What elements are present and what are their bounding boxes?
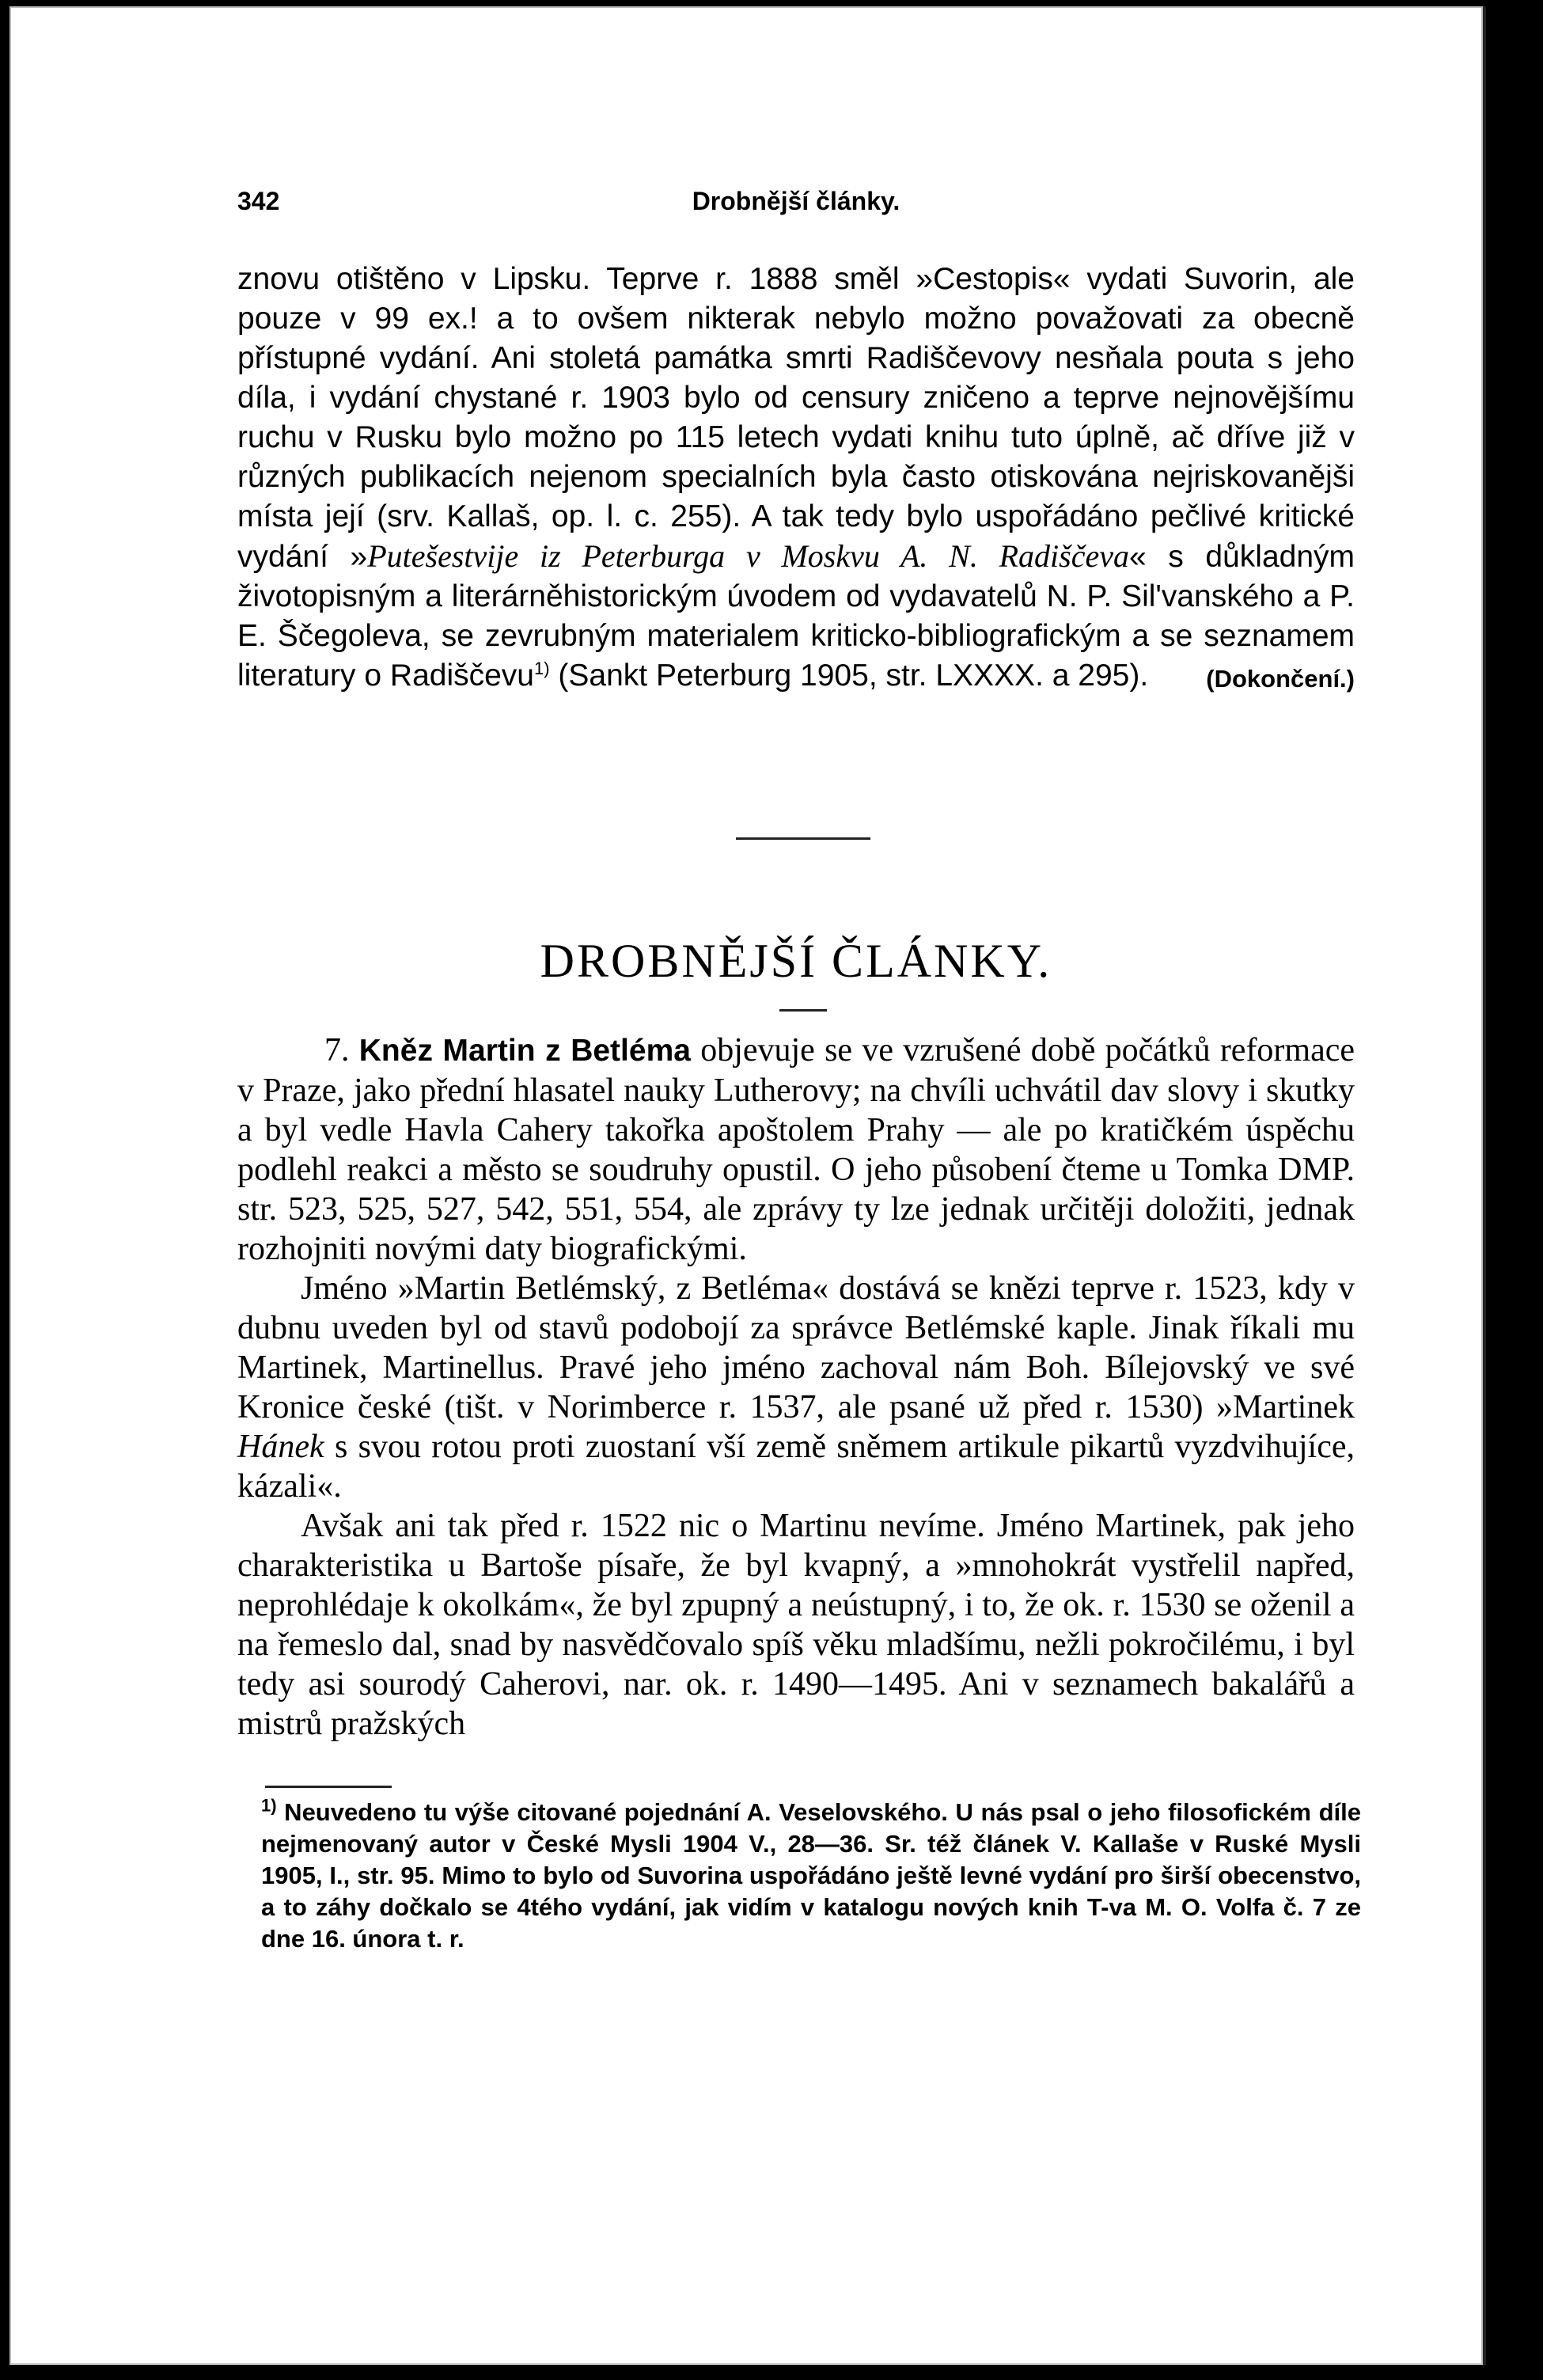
paragraph-text: Avšak ani tak před r. 1522 nic o Martinu nevíme. Jméno Martinek, pak jeho charakteristika u Bartoše písaře, že byl kvapný, a »mnohokrát vystřelil napřed, neprohlédaje k okolkám«, že byl zpupný a neústupný, i to, že ok. r. 1530 se oženil a na řemeslo dal, snad by nasvědčovalo spíš věku mladšímu, nežli pokročilému, i byl tedy asi sourodý Caherovi, nar. ok. r. 1490—1495. Ani v seznamech bakalářů a mistrů pražských	[237, 1508, 1355, 1742]
paragraph-text: znovu otištěno v Lipsku. Teprve r. 1888 směl »Cestopis« vydati Suvorin, ale pouze v 99 ex.! a to ovšem nikterak nebylo možno považovati za obecně přístupné vydání. Ani stoletá památka smrti Radiščevovy nesňala pouta s jeho díla, i vydání chystané r. 1903 bylo od censury zničeno a teprve nejnovějšímu ruchu v Rusku bylo možno po 115 letech vydati knihu tuto úplně, ač dříve již v různých publikacích nejenom specialních byla často otiskována nejriskovanějši místa její (srv. Kallaš, op. l. c. 255). A tak tedy bylo uspořádáno pečlivé kritické vydání »	[237, 262, 1355, 574]
running-title: Drobnější články.	[692, 187, 900, 215]
footnotes	[261, 1797, 1361, 1955]
article-paragraph	[237, 1506, 1355, 1744]
paragraph-text: objevuje se ve vzrušené době počátků reformace v Praze, jako přední hlasatel nauky Lutherovy; na chvíli uchvátil dav slovy i skutky a byl vedle Havla Cahery takořka apoštolem Prahy — ale po kratičkém úspěchu podlehl reakci a město se soudruhy opustil. O jeho působení čteme u Tomka DMP. str. 523, 525, 527, 542, 551, 554, ale zprávy ty lze jednak určitěji doložiti, jednak rozhojniti novými daty biografickými.	[237, 1032, 1355, 1267]
article-paragraph	[237, 1031, 1355, 1269]
section-divider	[736, 837, 870, 840]
paragraph-text: Jméno »Martin Betlémský, z Betléma« dostává se knězi teprve r. 1523, kdy v dubnu uveden byl od stavů podobojí za správce Betlémské kaple. Jinak říkali mu Martinek, Martinellus. Pravé jeho jméno zachoval nám Boh. Bílejovský ve své Kronice české (tišt. v Norimberce r. 1537, ale psané už před r. 1530) »Martinek	[237, 1270, 1355, 1425]
article-paragraph	[237, 1269, 1355, 1506]
footnote-reference[interactable]: 1)	[534, 659, 550, 678]
surname: Hánek	[237, 1429, 324, 1465]
previous-article-paragraph	[237, 260, 1355, 696]
footnote-mark: 1)	[261, 1795, 277, 1816]
running-head	[237, 187, 1355, 226]
article-body	[237, 1031, 1355, 1744]
conclusion-note: (Dokončení.)	[1206, 665, 1355, 693]
article-number: 7.	[324, 1032, 359, 1069]
scan-border	[1488, 0, 1543, 2380]
footnote	[261, 1797, 1361, 1955]
article-subject: Kněz Martin z Betléma	[358, 1034, 691, 1068]
paragraph-text: (Sankt Peterburg 1905, str. LXXXX. a 295).	[549, 659, 1149, 693]
footnote-rule	[265, 1786, 392, 1788]
paragraph-text: s svou rotou proti zuostaní vší země sněmem artikule pikartů vyzdvihujíce, kázali«.	[237, 1429, 1355, 1505]
book-title: Putešestvije iz Peterburga v Moskvu A. N. Radiščeva	[367, 538, 1129, 574]
footnote-text: Neuvedeno tu výše citované pojednání A. Veselovského. U nás psal o jeho filosofickém díle nejmenovaný autor v České Mysli 1904 V., 28—36. Sr. též článek V. Kallaše v Ruské Mysli 1905, I., str. 95. Mimo to bylo od Suvorina uspořádáno ještě levné vydání pro širší obecenstvo, a to záhy dočkalo se 4tého vydání, jak vidím v katalogu nových knih T-va M. O. Volfa č. 7 ze dne 16. února t. r.	[261, 1798, 1361, 1953]
section-heading: DROBNĚJŠÍ ČLÁNKY.	[540, 935, 1052, 987]
heading-divider	[779, 1009, 827, 1012]
previous-article-ending	[237, 260, 1355, 699]
page-number: 342	[237, 187, 280, 215]
paragraph-text: « s důkladným životopisným a literárněhistorickým úvodem od vydavatelů N. P. Sil'vanského a P. E. Ščegoleva, se zevrubným materialem kriticko-bibliografickým a se seznamem literatury o Radiščevu	[237, 540, 1355, 693]
